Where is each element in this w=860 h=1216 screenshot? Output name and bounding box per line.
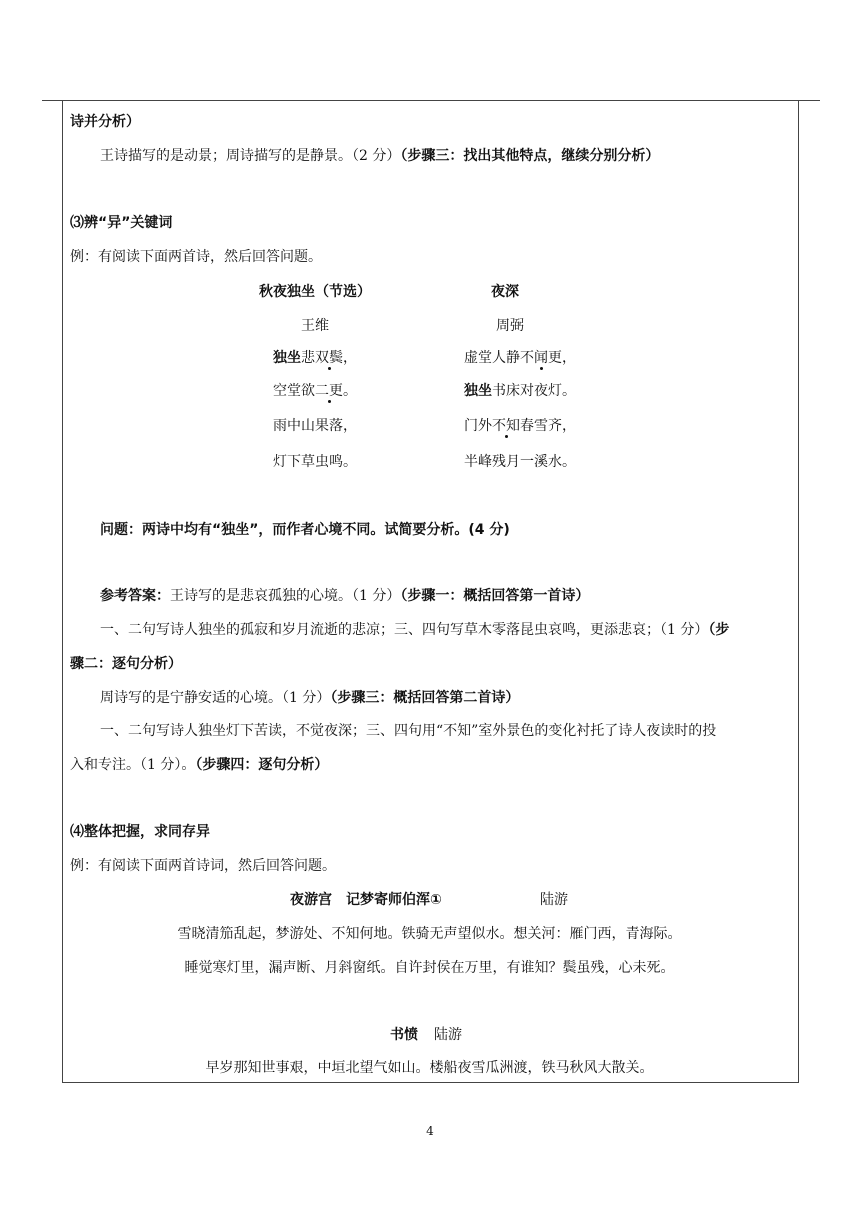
- text: ，: [562, 350, 576, 366]
- dotted-word: 不闻更: [520, 350, 562, 366]
- text: ，: [343, 350, 357, 366]
- page-number: 4: [426, 1124, 434, 1138]
- answer-line: [100, 586, 589, 606]
- poem1-line: 雨中山果落，: [273, 418, 357, 434]
- text: 虚堂人静: [464, 350, 520, 366]
- text: 周诗写的是宁静安适的心境。（1 分）: [100, 690, 331, 706]
- ci1-line: 雪晓清笳乱起，梦游处、不知何地。铁骑无声望似水。想关河：雁门西，青海际。: [177, 926, 682, 942]
- step-note: （步骤三：概括回答第二首诗）: [330, 690, 520, 706]
- ci1-line: 睡觉寒灯里，漏声断、月斜窗纸。自许封侯在万里，有谁知？鬓虽残，心未死。: [184, 960, 675, 976]
- line-continuation: 诗并分析）: [70, 114, 140, 130]
- step-note: （步骤四：逐句分析）: [195, 757, 329, 773]
- poem2-line: [464, 381, 576, 401]
- bold-word: 独坐: [273, 350, 301, 366]
- text: 一、二句写诗人独坐的孤寂和岁月流逝的悲凉；三、四句写草木零落昆虫哀鸣，更添悲哀；（1 分）: [100, 622, 709, 638]
- text: 王诗描写的是动景；周诗描写的是静景。（2 分）: [100, 148, 401, 164]
- dotted-word: 双鬓: [315, 350, 343, 366]
- paragraph-step3: [100, 146, 659, 166]
- poem3-title-line: [390, 1025, 462, 1045]
- answer-line: 骤二：逐句分析）: [70, 656, 182, 672]
- answer-line: [100, 688, 519, 708]
- poem2-line: 半峰残月一溪水。: [464, 454, 576, 470]
- answer-line: 一、二句写诗人独坐灯下苦读，不觉夜深；三、四句用“不知”室外景色的变化衬托了诗人夜读时的投: [100, 723, 717, 739]
- text: 空堂欲: [273, 383, 315, 399]
- poem1-title: 秋夜独坐（节选）: [259, 284, 371, 300]
- section-heading-4: ⑷整体把握，求同存异: [70, 824, 210, 840]
- poem1-line: [220, 348, 410, 368]
- poem3-author: 陆游: [434, 1027, 462, 1043]
- poem2-line: [464, 348, 576, 368]
- step-note: （步骤三：找出其他特点，继续分别分析）: [400, 148, 660, 164]
- section-heading-3: ⑶辨“异”关键词: [70, 215, 173, 231]
- example-intro-4: 例：有阅读下面两首诗词，然后回答问题。: [70, 858, 336, 874]
- ci1-author: 陆游: [540, 892, 568, 908]
- poem1-line: [220, 381, 410, 401]
- step-note: （步骤一：概括回答第一首诗）: [400, 588, 590, 604]
- text: 入和专注。（1 分）。: [70, 757, 196, 773]
- poem2-title: 夜深: [491, 284, 519, 300]
- answer-label: 参考答案：: [100, 588, 170, 604]
- text: 王诗写的是悲哀孤独的心境。（1 分）: [170, 588, 401, 604]
- question: 问题：两诗中均有“独坐”，而作者心境不同。试简要分析。(4 分): [100, 522, 510, 538]
- step-note: （步: [708, 622, 730, 638]
- text: 。: [343, 383, 357, 399]
- poem3-line: 早岁那知世事艰，中垣北望气如山。楼船夜雪瓜洲渡，铁马秋风大散关。: [205, 1060, 654, 1076]
- ci1-title: 夜游宫 记梦寄师伯浑①: [290, 892, 442, 908]
- text: 书床对夜灯。: [492, 383, 576, 399]
- dotted-word: 不知: [492, 418, 520, 434]
- poem1-line: 灯下草虫鸣。: [273, 454, 357, 470]
- poem1-author: 王维: [301, 318, 329, 334]
- bold-word: 独坐: [464, 383, 492, 399]
- answer-line: [100, 620, 729, 640]
- text: 春雪齐，: [520, 418, 576, 434]
- text: 门外: [464, 418, 492, 434]
- poem2-line: [464, 416, 576, 436]
- answer-line: [70, 755, 328, 775]
- text: 悲: [301, 350, 315, 366]
- dotted-word: 二更: [315, 383, 343, 399]
- poem2-author: 周弼: [496, 318, 524, 334]
- example-intro-3: 例：有阅读下面两首诗，然后回答问题。: [70, 249, 322, 265]
- poem3-title: 书愤: [390, 1027, 418, 1043]
